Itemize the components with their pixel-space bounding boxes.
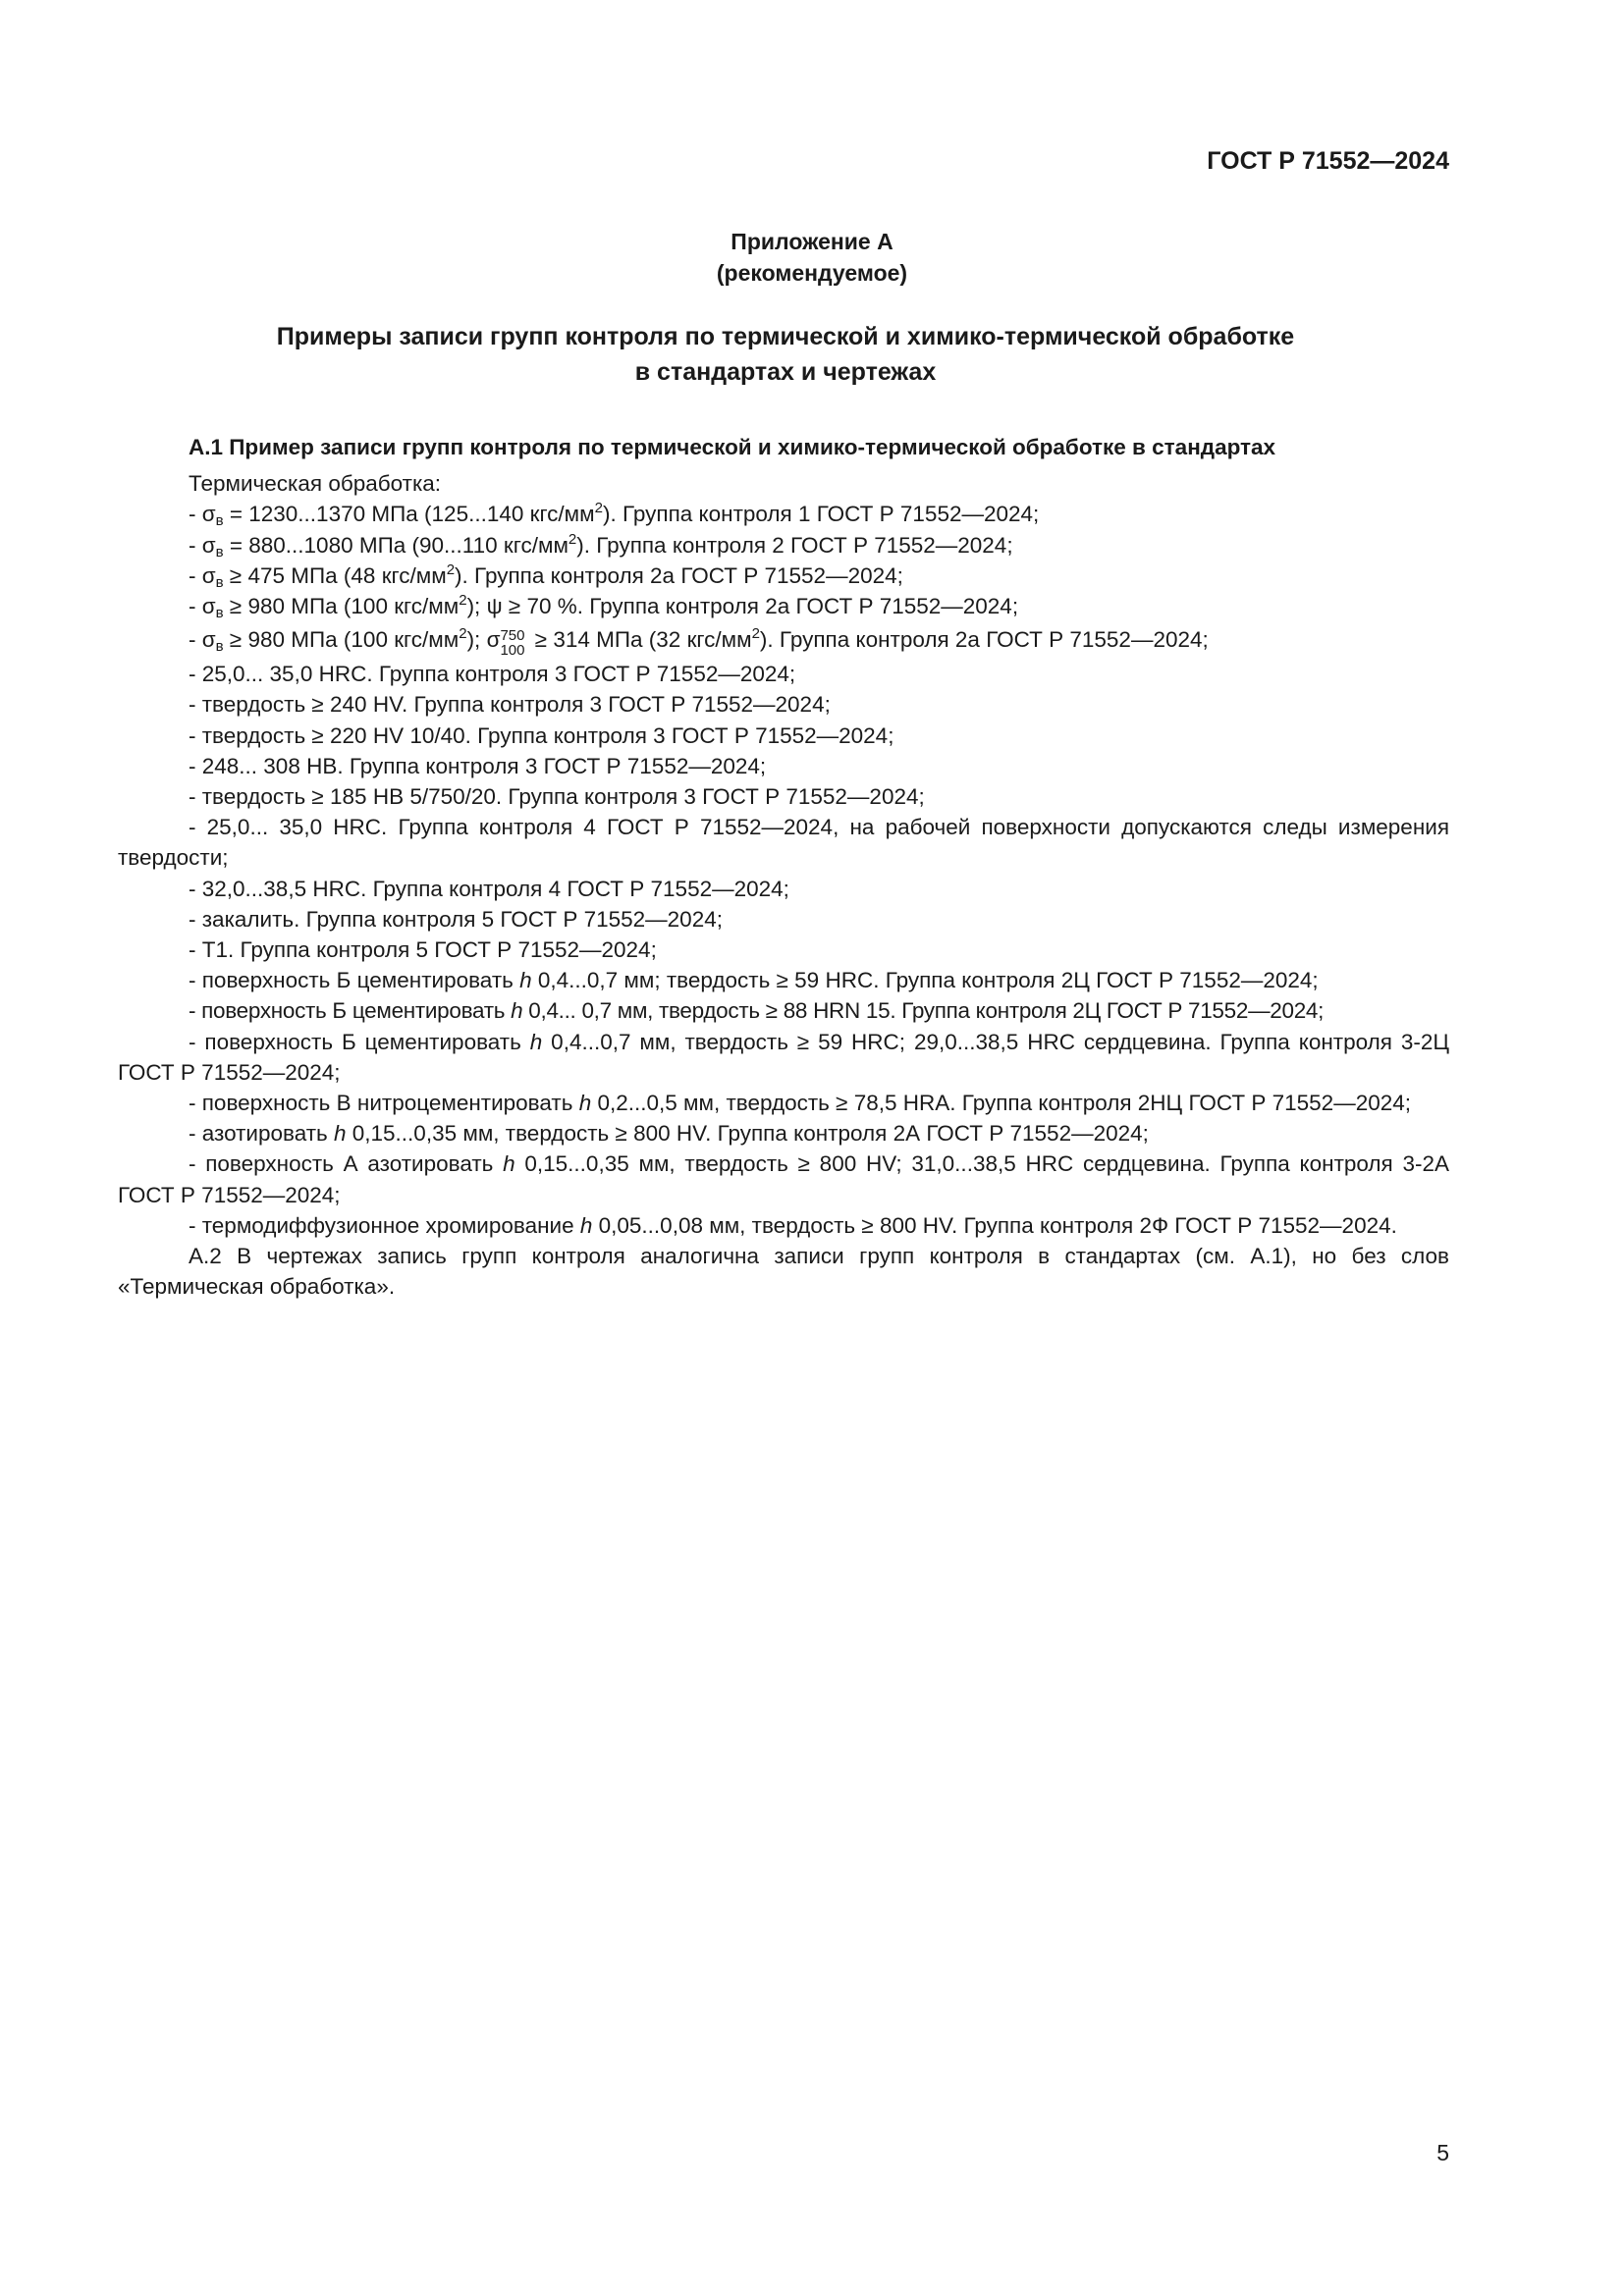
section-a1-heading: А.1 Пример записи групп контроля по термической и химико-термической обработке в стандартах bbox=[189, 435, 1276, 459]
list-item: - твердость ≥ 220 HV 10/40. Группа контроля 3 ГОСТ Р 71552—2024; bbox=[189, 722, 894, 748]
list-item: - поверхность А азотировать h 0,15...0,35 мм, твердость ≥ 800 HV; 31,0...38,5 HRC сердцевина. Группа контроля 3-2А ГОСТ Р 71552—2024; bbox=[118, 1151, 1449, 1207]
list-item: - закалить. Группа контроля 5 ГОСТ Р 71552—2024; bbox=[189, 906, 723, 932]
list-item: - поверхность Б цементировать h 0,4... 0,7 мм, твердость ≥ 88 HRN 15. Группа контроля 2Ц ГОСТ Р 71552—2024; bbox=[189, 998, 1325, 1024]
list-item: - 25,0... 35,0 HRC. Группа контроля 3 ГОСТ Р 71552—2024; bbox=[189, 662, 796, 687]
appendix-heading bbox=[0, 226, 1624, 289]
appendix-status: (рекомендуемое) bbox=[716, 260, 908, 286]
stress-rupture-index: 750 100 bbox=[500, 627, 525, 660]
list-item: - поверхность Б цементировать h 0,4...0,7 мм, твердость ≥ 59 HRC; 29,0...38,5 HRC сердцевина. Группа контроля 3-2Ц ГОСТ Р 71552—2024; bbox=[118, 1029, 1449, 1085]
appendix-body bbox=[118, 432, 1449, 1302]
list-item: - $\sigma_в = 1230...1370$ МПа (125...140 кгс/$мм^2$). Группа контроля 1 ГОСТ Р 71552—2024; bbox=[189, 500, 1040, 530]
list-item: - $\sigma_в \ge 980$ МПа (100 кгс/$мм^2$); σ 750 100 ≥ 314 МПа (32 кгс/$мм^2$). Группа контроля 2а ГОСТ Р 71552—2024; bbox=[189, 625, 1209, 660]
list-item: - термодиффузионное хромирование h 0,05...0,08 мм, твердость ≥ 800 HV. Группа контроля 2Ф ГОСТ Р 71552—2024. bbox=[189, 1212, 1397, 1238]
list-item: - азотировать h 0,15...0,35 мм, твердость ≥ 800 HV. Группа контроля 2А ГОСТ Р 71552—2024; bbox=[189, 1121, 1149, 1147]
list-item: - твердость ≥ 240 HV. Группа контроля 3 ГОСТ Р 71552—2024; bbox=[189, 692, 831, 718]
appendix-title-line-2: в стандартах и чертежах bbox=[634, 358, 937, 386]
page-number: 5 bbox=[1436, 2140, 1449, 2165]
list-item: - 25,0... 35,0 HRC. Группа контроля 4 ГОСТ Р 71552—2024, на рабочей поверхности допускаются следы измерения твердости; bbox=[118, 815, 1449, 871]
appendix-label: Приложение А bbox=[731, 229, 893, 254]
document-code: ГОСТ Р 71552—2024 bbox=[1207, 147, 1449, 175]
list-item: - твердость ≥ 185 НВ 5/750/20. Группа контроля 3 ГОСТ Р 71552—2024; bbox=[189, 784, 925, 810]
list-item: - $\sigma_в = 880...1080$ МПа (90...110 кгс/$мм^2$). Группа контроля 2 ГОСТ Р 71552—2024; bbox=[189, 530, 1013, 561]
heat-treatment-intro: Термическая обработка: bbox=[189, 471, 442, 497]
list-item: - поверхность Б цементировать h 0,4...0,7 мм; твердость ≥ 59 HRC. Группа контроля 2Ц ГОСТ Р 71552—2024; bbox=[189, 968, 1319, 993]
list-item: - $\sigma_в \ge 475$ МПа (48 кгс/$мм^2$). Группа контроля 2а ГОСТ Р 71552—2024; bbox=[189, 561, 903, 591]
appendix-title bbox=[0, 319, 1571, 390]
list-item: - Т1. Группа контроля 5 ГОСТ Р 71552—2024; bbox=[189, 937, 657, 963]
list-item: - $\sigma_в \ge 980$ МПа (100 кгс/$мм^2$); ψ ≥ 70 %. Группа контроля 2а ГОСТ Р 71552—2024; bbox=[189, 592, 1019, 622]
list-item: - поверхность В нитроцементировать h 0,2...0,5 мм, твердость ≥ 78,5 HRA. Группа контроля 2НЦ ГОСТ Р 71552—2024; bbox=[189, 1091, 1411, 1116]
list-item: - 32,0...38,5 HRC. Группа контроля 4 ГОСТ Р 71552—2024; bbox=[189, 876, 789, 901]
appendix-title-line-1: Примеры записи групп контроля по термической и химико-термической обработке bbox=[276, 323, 1295, 350]
list-item: - 248... 308 НВ. Группа контроля 3 ГОСТ Р 71552—2024; bbox=[189, 753, 767, 778]
section-a2-paragraph: А.2 В чертежах запись групп контроля аналогична записи групп контроля в стандартах (см. А.1), но без слов «Термическая обработка». bbox=[118, 1244, 1449, 1300]
